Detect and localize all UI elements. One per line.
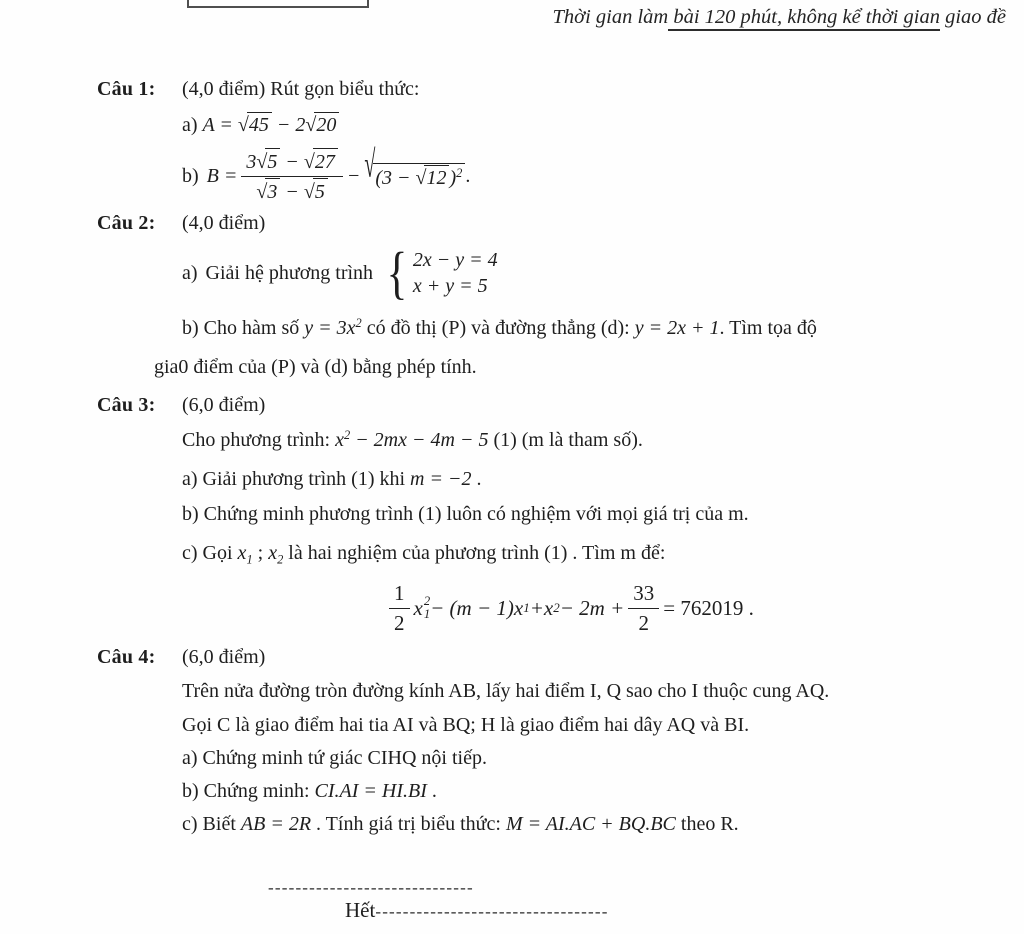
q3a-tag: a) xyxy=(182,468,198,490)
footer-het-text: Hết xyxy=(345,898,376,922)
q2b-math2: y = 2x + 1 xyxy=(634,316,720,339)
sqrt-5: √ 5 xyxy=(256,148,280,175)
q3a-math: m = −2 xyxy=(410,468,472,490)
q3b-text: Chứng minh phương trình (1) luôn có nghiệm với mọi giá trị của m. xyxy=(203,503,749,525)
sqrt-45: √ 45 xyxy=(238,112,272,137)
equation-system xyxy=(383,247,498,299)
note-pre: Thời gian làm xyxy=(552,6,669,28)
q2-intro: (4,0 điểm) xyxy=(182,212,266,234)
q2b-math1-sup: 2 xyxy=(355,316,362,330)
note-post: giao đề xyxy=(939,6,1006,28)
q2a-text: Giải hệ phương trình xyxy=(205,261,374,284)
q3c-tag: c) xyxy=(182,542,198,564)
q1b-fraction xyxy=(241,148,342,205)
q4c-t2: . Tính giá trị biểu thức: xyxy=(311,813,506,835)
q2b-tag: b) xyxy=(182,316,199,339)
q4c-t1: Biết xyxy=(202,813,241,835)
q2-heading xyxy=(97,212,265,235)
q4-paragraph2 xyxy=(182,714,749,737)
q4-heading xyxy=(97,646,265,669)
q3c-t2: là hai nghiệm của phương trình (1) . Tìm m để: xyxy=(283,542,666,564)
q3b-tag: b) xyxy=(182,503,199,525)
q1b-minus: − xyxy=(346,164,361,187)
q3c-sep: ; xyxy=(252,542,269,564)
sqrt-20: √ 20 xyxy=(305,112,339,137)
q3-intro: (6,0 điểm) xyxy=(182,394,266,416)
q3c-x2-sub: 2 xyxy=(277,552,284,567)
sqrt-27: √ 27 xyxy=(304,148,338,175)
q1b-frac-num: 3 √ 5 − √ 27 xyxy=(241,148,342,177)
q1b-frac-den: √ 3 − √ 5 xyxy=(241,177,342,205)
q2-label: Câu 2: xyxy=(97,212,156,234)
q3-given-t1: Cho phương trình: xyxy=(182,428,336,451)
q3-eq-frac-half: $\frac{1}{2}$ xyxy=(389,580,410,636)
q3-eq-xb-sub: 2 xyxy=(553,600,560,615)
q2b-line2-text: gia0 điểm của (P) và (d) bằng phép tính. xyxy=(154,356,477,378)
q3-given-xsup: 2 xyxy=(343,428,351,442)
q3-eq-plus: + xyxy=(529,595,544,620)
q4b-math: CI.AI = HI.BI xyxy=(314,780,427,802)
q3a-t1: Giải phương trình (1) khi xyxy=(202,468,411,490)
q3a-line xyxy=(182,468,481,491)
q3c-t1: Gọi xyxy=(202,542,238,564)
q1b-lhs: B = xyxy=(206,164,238,187)
q3-eq-mid2: − 2m + xyxy=(559,595,625,620)
q1-heading xyxy=(97,78,419,101)
q1b-line xyxy=(182,146,470,206)
q1b-tag: b) xyxy=(182,164,199,187)
q2b-line1 xyxy=(182,316,817,340)
sqrt-3: √ 3 xyxy=(256,178,280,205)
q1b-period: . xyxy=(465,164,471,187)
q2b-math1: y = 3x xyxy=(304,316,356,339)
q4a-line xyxy=(182,747,487,770)
q1a-expr-mid: − 2 xyxy=(271,114,306,136)
q4c-math2: M = AI.AC + BQ.BC xyxy=(505,813,676,835)
q3-eq-x-supsub: 2 1 xyxy=(423,593,431,621)
q3-eq-xa-sub: 1 xyxy=(523,600,530,615)
q4b-line xyxy=(182,780,437,803)
q4b-tag: b) xyxy=(182,780,199,802)
q3-given-poly: − 2mx − 4m − 5 xyxy=(350,428,489,451)
q1-intro: (4,0 điểm) Rút gọn biểu thức: xyxy=(182,78,420,100)
q3c-x2: x xyxy=(268,542,278,564)
q2a-tag: a) xyxy=(182,261,198,284)
q3-given-line xyxy=(182,428,643,452)
footer-dashes1-text: ------------------------------ xyxy=(268,878,474,897)
q3b-line xyxy=(182,503,749,526)
q3-eq-rhs: = 762019 . xyxy=(663,595,754,620)
q4-p1-text: Trên nửa đường tròn đường kính AB, lấy hai điểm I, Q sao cho I thuộc cung AQ. xyxy=(182,680,830,702)
system-eq1: { 2x − y = 4 xyxy=(412,248,498,271)
q3-given-t2: (1) (m là tham số). xyxy=(488,428,643,451)
outer-sqrt-content: (3 − √ 12 )$^2$ xyxy=(373,163,465,190)
q2b-t1: Cho hàm số xyxy=(203,316,305,339)
system-eq2: x + y = 5 xyxy=(412,274,488,297)
q4a-text: Chứng minh tứ giác CIHQ nội tiếp. xyxy=(202,747,487,769)
q3-given-x: x xyxy=(335,428,344,451)
q4c-math1: AB = 2R xyxy=(240,813,312,835)
q4b-t2: . xyxy=(426,780,437,802)
note-underlined: bài 120 phút, không kể thời gian xyxy=(668,6,940,31)
q3c-x1-sub: 1 xyxy=(246,552,253,567)
footer-dashes-line1 xyxy=(268,878,474,898)
q3c-x1: x xyxy=(237,542,247,564)
q4c-tag: c) xyxy=(182,813,198,835)
q4a-tag: a) xyxy=(182,747,198,769)
q3c-line xyxy=(182,542,665,567)
footer-het-line xyxy=(345,898,609,923)
q4c-t3: theo R. xyxy=(675,813,739,835)
q1-label: Câu 1: xyxy=(97,78,156,100)
q3-eq-x: x xyxy=(413,595,423,620)
q4-intro: (6,0 điểm) xyxy=(182,646,266,668)
q4-label: Câu 4: xyxy=(97,646,156,668)
exam-time-note xyxy=(0,6,1006,29)
q4c-line xyxy=(182,813,739,836)
q2b-t3: . Tìm tọa độ xyxy=(719,316,817,339)
q2a-line xyxy=(182,244,498,302)
q3a-t2: . xyxy=(471,468,482,490)
q3-equation xyxy=(385,580,754,636)
q3-eq-xb: x xyxy=(543,595,554,620)
q1a-line xyxy=(182,112,339,137)
q3-label: Câu 3: xyxy=(97,394,156,416)
q4b-t1: Chứng minh: xyxy=(203,780,315,802)
sqrt-12: √ 12 xyxy=(416,165,450,190)
system-equations xyxy=(413,249,498,298)
q1a-tag: a) xyxy=(182,114,198,136)
q4-paragraph1 xyxy=(182,680,829,703)
q1a-expr-pre: A = xyxy=(202,114,238,136)
footer-dashes2-text: ---------------------------------- xyxy=(375,902,609,921)
q3-eq-mid1: − (m − 1) xyxy=(430,595,514,620)
q4-p2-text: Gọi C là giao điểm hai tia AI và BQ; H là giao điểm hai dây AQ và BI. xyxy=(182,714,750,736)
q3-eq-xa: x xyxy=(513,595,524,620)
outer-sqrt xyxy=(364,163,465,190)
q2b-t2: có đồ thị (P) và đường thẳng (d): xyxy=(361,316,635,339)
q2b-line2 xyxy=(154,356,477,379)
q3-heading xyxy=(97,394,265,417)
sqrt-5b: √ 5 xyxy=(304,178,328,205)
q3-eq-frac-33-2: $\frac{33}{2}$ xyxy=(628,580,659,636)
